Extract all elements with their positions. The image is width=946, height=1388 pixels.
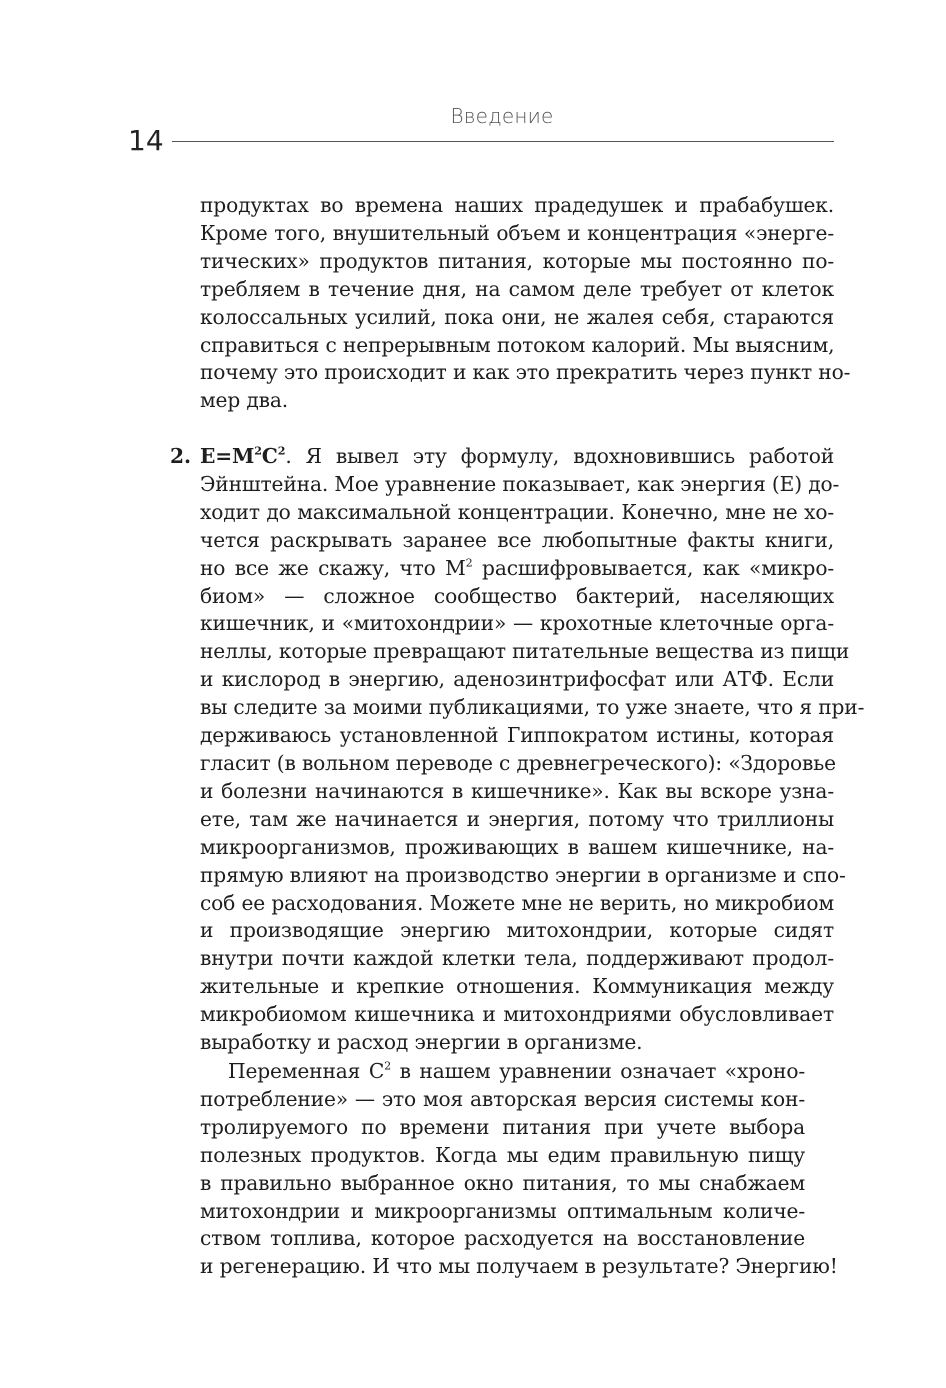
- formula-e-m: E=M: [200, 444, 255, 468]
- text-line: внутри почти каждой клетки тела, поддерживают продол-: [200, 946, 834, 971]
- text-line: выработку и расход энергии в организме.: [200, 1030, 643, 1055]
- intro-paragraph: [200, 192, 851, 415]
- text-line: в правильно выбранное окно питания, то мы снабжаем: [200, 1170, 805, 1195]
- c2-before: Переменная C: [228, 1059, 385, 1083]
- text-line: тролируемого по времени питания при учете выбора: [200, 1114, 805, 1139]
- text-line: и болезни начинаются в кишечнике». Как вы вскоре узна-: [200, 778, 834, 803]
- text-line: мер два.: [200, 388, 289, 413]
- text-line: [200, 443, 834, 471]
- text-line: микробиомом кишечника и митохондриями обусловливает: [200, 1002, 834, 1027]
- text-line: справиться с непрерывным потоком калорий. Мы выясним,: [200, 332, 835, 357]
- text-line: держиваюсь установленной Гиппократом истины, которая: [200, 723, 834, 748]
- text-line: митохондрии и микроорганизмы оптимальным количе-: [200, 1198, 805, 1223]
- m2-after: расшифровывается, как «микро-: [472, 555, 834, 580]
- text-line: ходит до максимальной концентрации. Конечно, мне не хо-: [200, 499, 834, 524]
- formula-c: C: [261, 444, 278, 468]
- formula-dot: .: [285, 444, 292, 468]
- text-line: прямую влияют на производство энергии в организме и спо-: [200, 862, 846, 887]
- text-line: кишечник, и «митохондрии» — крохотные клеточные орга-: [200, 611, 834, 636]
- formula-m-exponent: 2: [254, 444, 262, 458]
- text-line: ете, там же начинается и энергия, потому что триллионы: [200, 806, 834, 831]
- text-line: почему это происходит и как это прекратить через пункт но-: [200, 360, 851, 385]
- text-line: ством топлива, которое расходуется на восстановление: [200, 1226, 805, 1251]
- header-rule: [172, 141, 834, 142]
- text-line: вы следите за моими публикациями, то уже знаете, что я при-: [200, 695, 865, 720]
- text-line: и производящие энергию митохондрии, которые сидят: [200, 918, 834, 943]
- m2-before: но все же скажу, что M: [200, 555, 466, 580]
- text-line: тических» продуктов питания, которые мы постоянно по-: [200, 248, 834, 273]
- formula: [200, 444, 285, 468]
- text-line: соб ее расходования. Можете мне не верить, но микробиом: [200, 890, 834, 915]
- text-line: колоссальных усилий, пока они, не жалея себя, стараются: [200, 304, 834, 329]
- text-line: Кроме того, внушительный объем и концентрация «энерге-: [200, 220, 834, 245]
- text-line: чется раскрывать заранее все любопытные факты книги,: [200, 527, 834, 552]
- text-line: и регенерацию. И что мы получаем в результате? Энергию!: [200, 1254, 838, 1279]
- text-line: биом» — сложное сообщество бактерий, населяющих: [200, 583, 834, 608]
- text-line: [200, 1058, 805, 1086]
- text-line: потребление» — это моя авторская версия системы кон-: [200, 1086, 805, 1111]
- text-line: полезных продуктов. Когда мы едим правильную пищу: [200, 1142, 805, 1167]
- c2-after: в нашем уравнении означает «хроно-: [391, 1059, 805, 1083]
- text-line: и кислород в энергию, аденозинтрифосфат или АТФ. Если: [200, 667, 834, 692]
- c2-exponent: 2: [384, 1059, 392, 1073]
- text-line: требляем в течение дня, на самом деле требует от клеток: [200, 276, 834, 301]
- m2-exponent: 2: [465, 556, 473, 570]
- text-line: гласит (в вольном переводе с древнегреческого): «Здоровье: [200, 750, 836, 775]
- list-item-number: 2.: [170, 444, 192, 468]
- text-line: [200, 555, 834, 583]
- text-line: Эйнштейна. Мое уравнение показывает, как энергия (E) до-: [200, 471, 840, 496]
- text-line: жительные и крепкие отношения. Коммуникация между: [200, 974, 834, 999]
- text-line: микроорганизмов, проживающих в вашем кишечнике, на-: [200, 834, 834, 859]
- page-number: 14: [128, 124, 164, 157]
- text-line: неллы, которые превращают питательные вещества из пищи: [200, 639, 850, 664]
- formula-c-exponent: 2: [277, 444, 286, 458]
- text-line: продуктах во времена наших прадедушек и прабабушек.: [200, 193, 834, 217]
- list-item-paragraph: [200, 443, 865, 1057]
- first-line-rest: Я вывел эту формулу, вдохновившись работой: [291, 444, 834, 468]
- running-title: Введение: [450, 104, 554, 128]
- continuation-paragraph: [200, 1058, 838, 1281]
